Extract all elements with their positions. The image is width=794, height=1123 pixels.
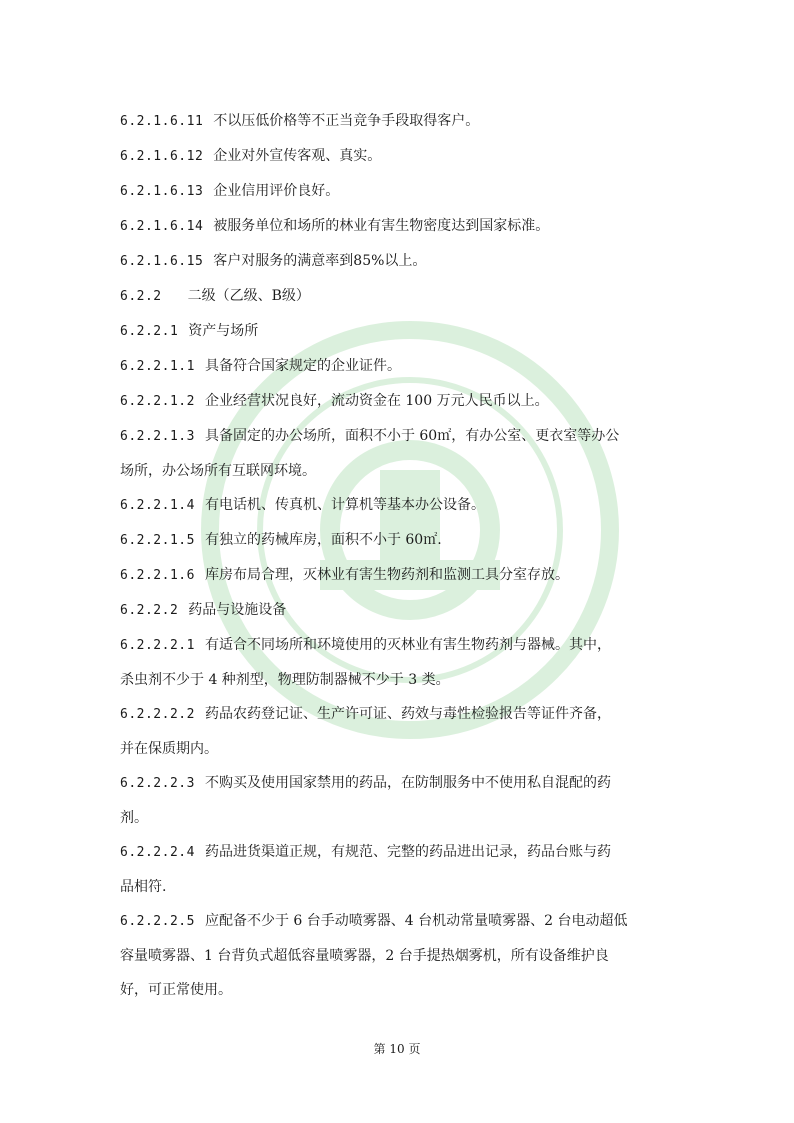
clause-continuation: 杀虫剂不少于 4 种剂型，物理防制器械不少于 3 类。 [120,672,450,688]
clause-text: 有独立的药械库房，面积不小于 60㎡. [204,532,442,548]
clause-line [120,139,680,174]
clause-continuation: 场所，办公场所有互联网环境。 [120,463,316,479]
clause-text: 企业信用评价良好。 [213,183,340,199]
clause-text: 二级（乙级、B级） [187,288,310,304]
clause-line [120,523,680,558]
clause-continuation: 容量喷雾器、1 台背负式超低容量喷雾器，2 台手提热烟雾机，所有设备维护良 [120,948,609,964]
clause-text: 库房布局合理，灭林业有害生物药剂和监测工具分室存放。 [204,567,569,583]
clause-continuation: 并在保质期内。 [120,741,218,757]
clause-line [120,349,680,384]
clause-line [120,419,680,454]
clause-text: 不购买及使用国家禁用的药品，在防制服务中不使用私自混配的药 [204,775,611,791]
clause-text: 具备固定的办公场所，面积不小于 60㎡，有办公室、更衣室等办公 [204,428,620,444]
clause-line [120,628,680,663]
clause-continuation: 剂。 [120,810,148,826]
clause-number: 6.2.1.6.15 [120,254,204,269]
clause-line [120,697,680,732]
clause-text: 企业经营状况良好，流动资金在 100 万元人民币以上。 [204,393,549,409]
clause-continuation: 好，可正常使用。 [120,982,232,998]
clause-number: 6.2.2.1.4 [120,498,195,513]
clause-line [120,488,680,523]
clause-number: 6.2.2.1 [120,324,179,339]
clause-line [120,835,680,870]
clause-number: 6.2.2.1.6 [120,568,195,583]
document-body [120,104,680,1007]
clause-continuation: 品相符. [120,879,167,895]
clause-line [120,104,680,139]
page-footer: 第 10 页 [373,1042,421,1056]
clause-line [120,244,680,279]
clause-line [120,766,680,801]
clause-text: 不以压低价格等不正当竞争手段取得客户。 [213,113,480,129]
clause-text: 药品农药登记证、生产许可证、药效与毒性检验报告等证件齐备， [204,706,611,722]
clause-number: 6.2.2.2.1 [120,638,195,653]
clause-number: 6.2.2.1.3 [120,429,195,444]
clause-number: 6.2.1.6.14 [120,219,204,234]
clause-number: 6.2.2.2.2 [120,707,195,722]
clause-text: 具备符合国家规定的企业证件。 [204,358,401,374]
clause-line [120,904,680,939]
clause-text: 被服务单位和场所的林业有害生物密度达到国家标准。 [213,218,550,234]
clause-number: 6.2.2.2.3 [120,776,195,791]
clause-text: 有适合不同场所和环境使用的灭林业有害生物药剂与器械。其中， [204,637,611,653]
clause-text: 企业对外宣传客观、真实。 [213,148,382,164]
clause-number: 6.2.1.6.13 [120,184,204,199]
clause-line [120,593,680,628]
clause-number: 6.2.2.1.5 [120,533,195,548]
clause-number: 6.2.2.2 [120,603,179,618]
clause-text: 资产与场所 [188,323,259,339]
clause-line [120,384,680,419]
clause-number: 6.2.2 [120,289,162,304]
clause-text: 应配备不少于 6 台手动喷雾器、4 台机动常量喷雾器、2 台电动超低 [204,913,628,929]
clause-line [120,279,680,314]
clause-number: 6.2.1.6.12 [120,149,204,164]
clause-line [120,558,680,593]
clause-number: 6.2.1.6.11 [120,114,204,129]
clause-text: 客户对服务的满意率到85%以上。 [213,253,427,269]
clause-line [120,209,680,244]
clause-number: 6.2.2.2.5 [120,914,195,929]
clause-text: 有电话机、传真机、计算机等基本办公设备。 [204,497,485,513]
clause-number: 6.2.2.1.2 [120,394,195,409]
clause-text: 药品进货渠道正规，有规范、完整的药品进出记录，药品台账与药 [204,844,611,860]
clause-number: 6.2.2.2.4 [120,845,195,860]
clause-line [120,314,680,349]
clause-number: 6.2.2.1.1 [120,359,195,374]
clause-line [120,174,680,209]
clause-text: 药品与设施设备 [188,602,287,618]
